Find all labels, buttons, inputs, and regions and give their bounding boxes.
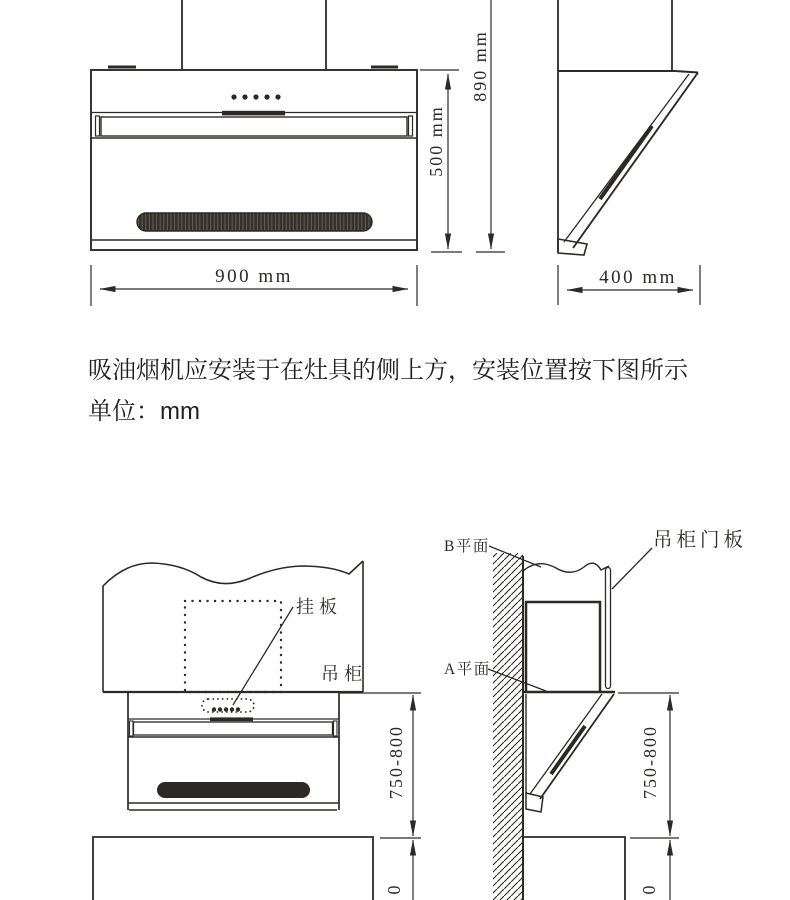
glass-band-left-notch [130,721,134,736]
hang-plate-dotted-outline [185,601,281,692]
dim-label-750-800: 750-800 [386,725,406,799]
bottom-foot [558,239,587,255]
control-buttons-small [212,707,240,711]
install-side-view [444,529,747,900]
grille-vent [157,782,310,798]
plane-a-label: A平面 [444,661,491,678]
cabinet-side-outline [526,602,600,691]
dim-height-890 [470,0,505,252]
dim-width-900 [91,265,417,306]
dim-depth-400 [558,265,700,305]
slanted-panel-inner [530,694,602,794]
control-buttons [231,94,280,99]
dim-height-500 [420,70,462,252]
slanted-panel-inner [564,74,689,242]
dim-install-height-left [340,693,421,900]
plane-b-label: B平面 [444,538,490,555]
slanted-panel-thick-edge [600,126,652,199]
installation-note [88,357,689,425]
hang-plate-label: 挂板 [296,597,342,617]
wall-hatching [493,553,523,900]
glass-band-inner [134,722,333,735]
cabinet-label: 吊柜 [321,664,367,684]
cabinet-wavy-top [103,561,363,586]
dim-label-500mm: 500 mm [426,105,446,177]
glass-band-inner [101,117,407,136]
install-front-view [93,561,373,900]
note-line-2: 单位：mm [88,398,200,425]
slanted-panel-outer [540,694,614,799]
note-line-1: 吸油烟机应安装于在灶具的侧上方，安装位置按下图所示 [88,357,688,384]
glass-band-left-notch [96,116,100,136]
dim-label-750-800: 750-800 [640,725,660,799]
slanted-panel-thick-edge [551,726,585,774]
dim-label-cutoff: 0 [384,883,404,895]
cabinet-door-label: 吊柜门板 [653,530,748,551]
hang-plate-leader-line [233,607,293,705]
counter-outline [93,837,373,900]
dim-label-900mm: 900 mm [215,266,293,287]
slanted-panel-outer [573,73,698,249]
dim-label-400mm: 400 mm [599,267,677,288]
hood-front-view [91,0,417,250]
hood-top-edge [558,71,698,73]
handle-bar [210,717,253,721]
dim-label-cutoff: 0 [639,883,659,895]
grille-vent [137,213,372,231]
cabinet-door-panel [606,568,611,689]
hood-side-view [558,0,698,255]
dim-label-890mm: 890 mm [470,30,490,102]
counter-outline [523,837,625,900]
cabinet-door-leader-line [612,548,652,589]
glass-band-right-notch [334,721,338,736]
handle-bar [222,111,285,116]
bottom-foot [526,793,543,812]
glass-band-right-notch [409,116,413,136]
dim-install-height-right [618,693,679,900]
